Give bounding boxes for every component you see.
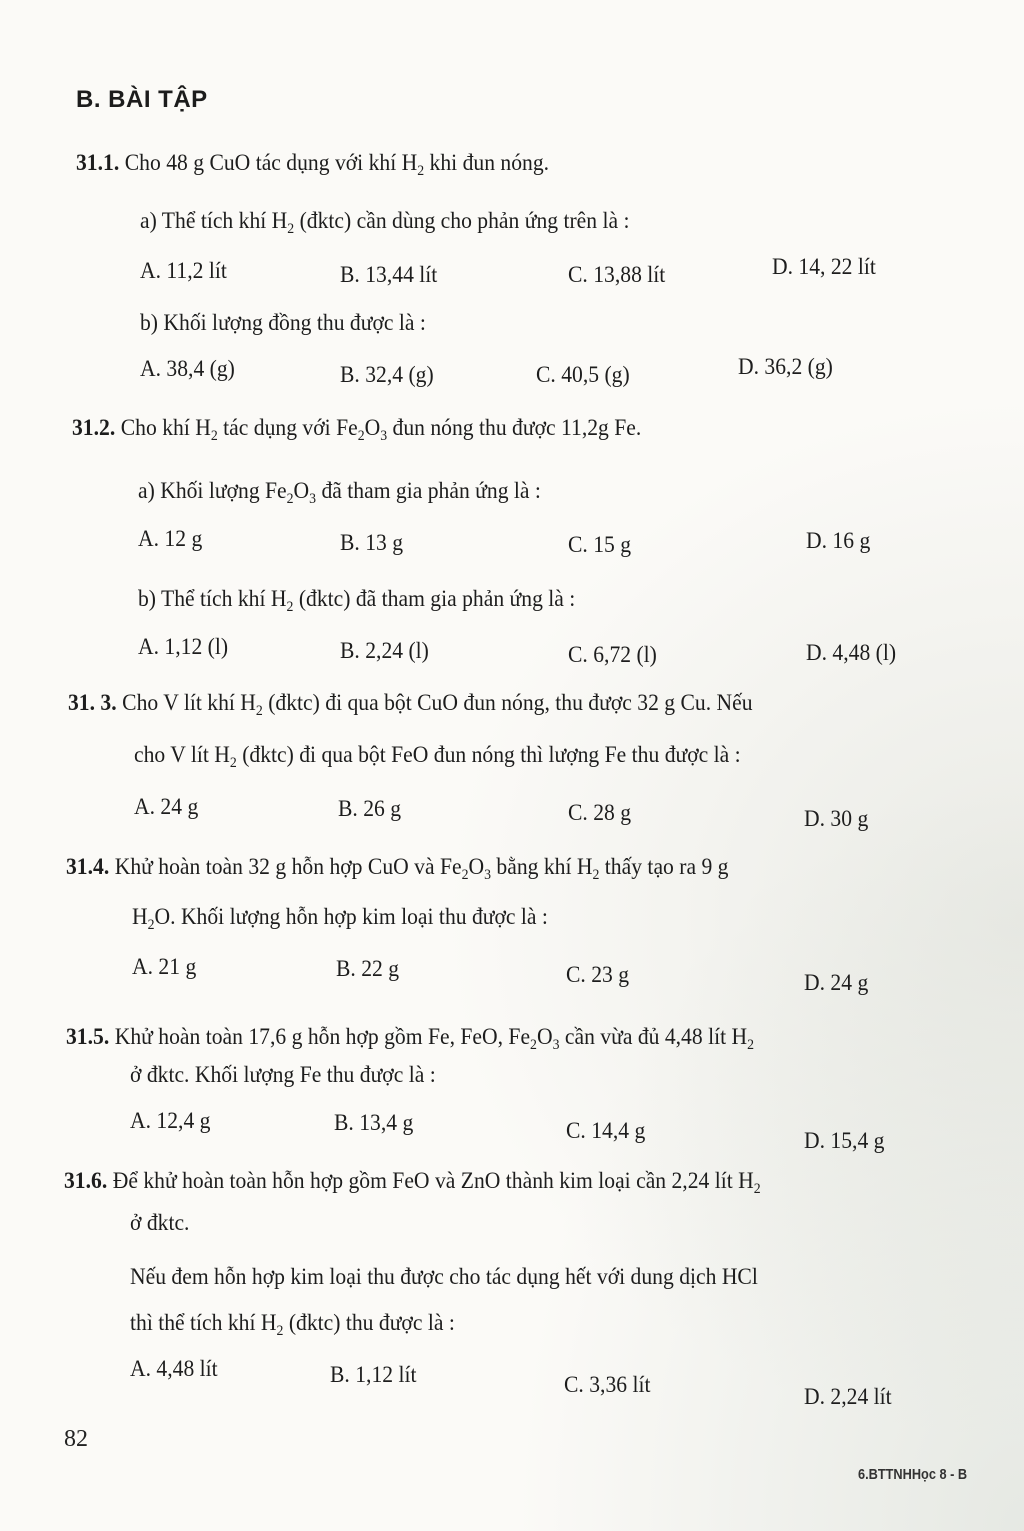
option-b: B. 26 g [338,796,402,822]
option-d: D. 30 g [804,806,869,832]
option-a: A. 12 g [138,526,203,552]
option-d: D. 14, 22 lít [772,254,876,280]
text: cho V lít H [134,742,230,768]
question-31-2-part-b-prompt [138,586,575,613]
option-c: C. 40,5 (g) [536,362,630,388]
option-c: C. 23 g [566,962,630,988]
subscript: 3 [309,491,317,507]
question-31-4-stem [66,854,728,881]
option-a: A. 11,2 lít [140,258,227,284]
option-c: C. 3,36 lít [564,1372,651,1398]
question-number: 31. 3. [68,690,117,716]
option-c: C. 13,88 lít [568,262,666,288]
subscript: 2 [592,867,600,883]
subscript: 2 [210,428,218,444]
text: (đktc) đi qua bột FeO đun nóng thì lượng Fe thu được là : [236,742,741,768]
option-b: B. 13 g [340,530,404,556]
option-a: A. 1,12 (l) [138,634,229,660]
question-number: 31.4. [66,854,110,880]
question-number: 31.6. [64,1168,108,1194]
question-number: 31.2. [72,415,116,441]
option-a: A. 12,4 g [130,1108,211,1134]
page-number: 82 [64,1426,88,1452]
text: (đktc) thu được là : [283,1310,455,1336]
option-c: C. 14,4 g [566,1118,646,1144]
text: O [536,1024,553,1050]
question-31-6-stem-cont [130,1210,189,1237]
subscript: 3 [380,428,388,444]
text: ở đktc. [130,1210,190,1236]
text: (đktc) cần dùng cho phản ứng trên là : [294,208,630,234]
text: ở đktc. Khối lượng Fe thu được là : [130,1062,436,1088]
question-31-1-part-b-prompt [140,310,426,337]
text: bằng khí H [491,854,593,880]
option-b: B. 1,12 lít [330,1362,417,1388]
question-31-6-stem [64,1168,761,1195]
option-d: D. 24 g [804,970,869,996]
question-31-1-stem [76,150,549,177]
option-d: D. 2,24 lít [804,1384,892,1410]
question-31-1-part-a-prompt [140,208,630,235]
option-c: C. 28 g [568,800,632,826]
text: đã tham gia phản ứng là : [316,478,541,504]
subscript: 2 [753,1181,761,1197]
option-c: C. 6,72 (l) [568,642,657,668]
question-31-5-stem-cont [130,1062,436,1089]
subscript: 3 [484,867,492,883]
text: a) Thể tích khí H [140,208,288,234]
subscript: 2 [461,867,469,883]
option-d: D. 15,4 g [804,1128,885,1154]
text: khi đun nóng. [424,150,550,176]
text: Khử hoàn toàn 32 g hỗn hợp CuO và Fe [114,854,462,880]
question-number: 31.5. [66,1024,110,1050]
text: (đktc) đã tham gia phản ứng là : [293,586,576,612]
question-31-2-stem [72,415,641,442]
question-31-5-stem [66,1024,754,1051]
subscript: 2 [530,1037,537,1053]
text: O. Khối lượng hỗn hợp kim loại thu được là : [154,904,548,930]
text: H [132,904,148,930]
text: tác dụng với Fe [217,415,358,441]
question-31-3-stem-cont [134,742,741,769]
subscript: 2 [255,703,263,719]
text: Cho 48 g CuO tác dụng với khí H [124,150,418,176]
text: O [364,415,381,441]
text: O [468,854,485,880]
option-d: D. 4,48 (l) [806,640,897,666]
subscript: 2 [286,491,294,507]
section-heading: B. BÀI TẬP [76,86,208,113]
option-b: B. 32,4 (g) [340,362,434,388]
text: a) Khối lượng Fe [138,478,287,504]
text: thì thể tích khí H [130,1310,277,1336]
subscript: 2 [276,1323,284,1339]
text: cần vừa đủ 4,48 lít H [559,1024,748,1050]
question-31-6-stem-para2-cont [130,1310,455,1337]
question-31-4-stem-cont [132,904,548,931]
option-d: D. 36,2 (g) [738,354,833,380]
text: Nếu đem hỗn hợp kim loại thu được cho tác dụng hết với dung dịch HCl [130,1264,758,1290]
text: (đktc) đi qua bột CuO đun nóng, thu được 32 g Cu. Nếu [262,690,753,716]
option-a: A. 4,48 lít [130,1356,218,1382]
book-code: 6.BTTNHHọc 8 - B [858,1466,968,1483]
option-a: A. 21 g [132,954,197,980]
option-a: A. 24 g [134,794,199,820]
option-c: C. 15 g [568,532,632,558]
question-31-3-stem [68,690,753,717]
text: Cho khí H [120,415,211,441]
option-d: D. 16 g [806,528,871,554]
option-b: B. 2,24 (l) [340,638,429,664]
option-b: B. 13,44 lít [340,262,438,288]
text: b) Thể tích khí H [138,586,287,612]
subscript: 3 [552,1037,560,1053]
subscript: 2 [229,755,237,771]
question-number: 31.1. [76,150,120,176]
subscript: 2 [357,428,365,444]
text: thấy tạo ra 9 g [599,854,729,880]
question-31-2-part-a-prompt [138,478,541,505]
subscript: 2 [286,599,294,615]
subscript: 2 [417,163,425,179]
question-31-6-stem-para2 [130,1264,758,1291]
option-b: B. 22 g [336,956,400,982]
option-b: B. 13,4 g [334,1110,414,1136]
subscript: 2 [747,1037,755,1053]
subscript: 2 [147,917,155,933]
text: Để khử hoàn toàn hỗn hợp gồm FeO và ZnO thành kim loại cần 2,24 lít H [112,1168,754,1194]
subscript: 2 [287,221,295,237]
text: O [293,478,310,504]
text: Cho V lít khí H [122,690,256,716]
option-a: A. 38,4 (g) [140,356,235,382]
text: đun nóng thu được 11,2g Fe. [387,415,642,441]
text: Khử hoàn toàn 17,6 g hỗn hợp gồm Fe, FeO, Fe [114,1024,531,1050]
text: b) Khối lượng đồng thu được là : [140,310,426,336]
